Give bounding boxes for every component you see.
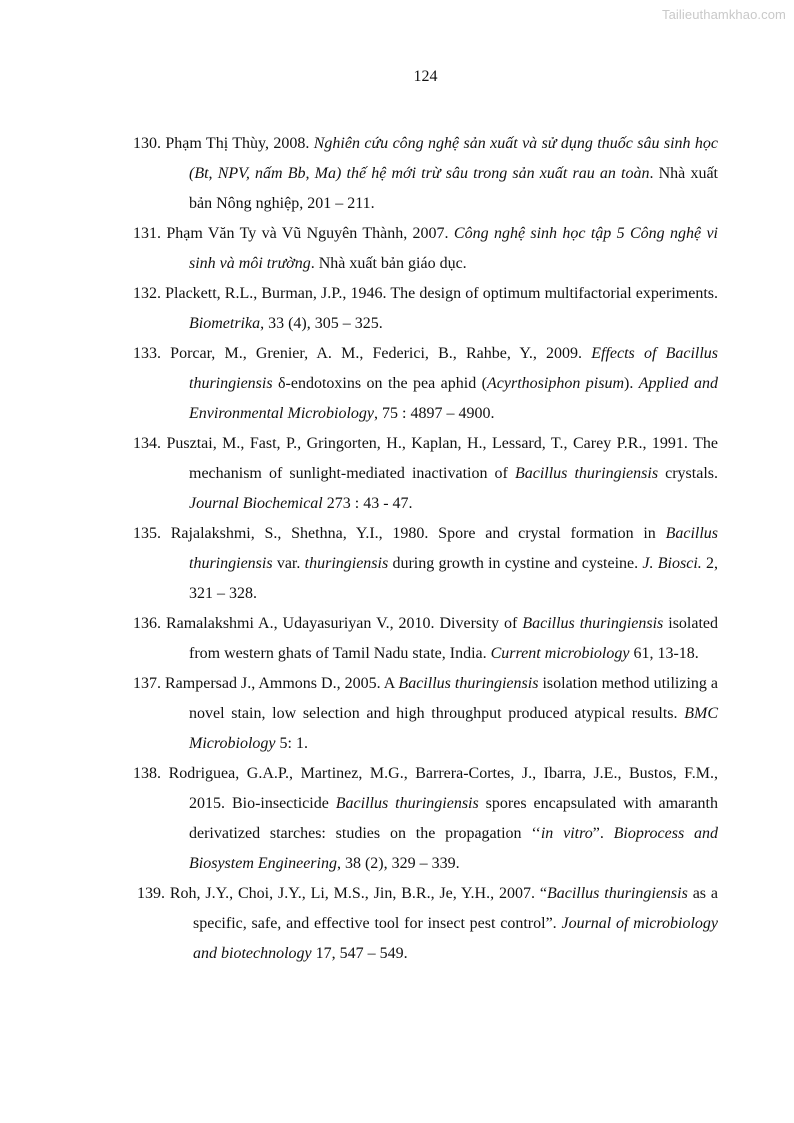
reference-italic-segment: Current microbiology	[490, 645, 630, 662]
reference-segment: isolation method utilizing a novel stain, low selection and high throughput produced atypical results.	[189, 675, 719, 722]
reference-item	[133, 279, 718, 339]
reference-italic-segment: Bacillus thuringiensis	[398, 675, 539, 692]
reference-number: 136.	[133, 615, 161, 632]
reference-italic-segment: Công nghệ sinh học tập 5 Công nghệ vi sinh và môi trường	[189, 225, 719, 272]
reference-text	[161, 345, 718, 422]
reference-italic-segment: in vitro	[540, 825, 593, 842]
reference-item	[133, 129, 718, 219]
reference-segment: Rajalakshmi, S., Shethna, Y.I., 1980. Spore and crystal formation in	[161, 525, 666, 542]
reference-italic-segment: Nghiên cứu công nghệ sản xuất và sử dụng thuốc sâu sinh học (Bt, NPV, nấm Bb, Ma) thế hệ mới trừ sâu trong sản xuất rau an toàn	[189, 135, 718, 182]
reference-number: 138.	[133, 765, 161, 782]
reference-segment: as a specific, safe, and effective tool for insect pest control”.	[193, 885, 719, 932]
reference-number: 133.	[133, 345, 161, 362]
reference-segment: Phạm Thị Thùy, 2008.	[161, 135, 314, 152]
reference-text	[161, 435, 718, 512]
reference-text	[165, 885, 718, 962]
reference-item	[133, 519, 718, 609]
reference-italic-segment: Biometrika	[189, 315, 261, 332]
page-number: 124	[413, 68, 438, 85]
reference-italic-segment: J. Biosci.	[642, 555, 702, 572]
reference-segment: crystals.	[658, 465, 718, 482]
reference-segment: Roh, J.Y., Choi, J.Y., Li, M.S., Jin, B.R., Je, Y.H., 2007. “	[165, 885, 547, 902]
reference-italic-segment: Bacillus thuringiensis	[189, 525, 718, 572]
reference-segment: ”.	[592, 825, 614, 842]
reference-segment: 5: 1.	[275, 735, 308, 752]
reference-text	[161, 765, 718, 872]
reference-segment: during growth in cystine and cysteine.	[388, 555, 643, 572]
reference-segment: Pusztai, M., Fast, P., Gringorten, H., Kaplan, H., Lessard, T., Carey P.R., 1991. The mechanism of sunlight-mediated inactivation of	[161, 435, 718, 482]
reference-number: 137.	[133, 675, 161, 692]
reference-number: 135.	[133, 525, 161, 542]
reference-italic-segment: BMC Microbiology	[189, 705, 718, 752]
reference-italic-segment: Bioprocess and Biosystem Engineering	[189, 825, 718, 872]
reference-item	[133, 609, 718, 669]
reference-segment: δ-endotoxins on the pea aphid (	[272, 375, 487, 392]
reference-segment: 17, 547 – 549.	[311, 945, 408, 962]
reference-segment: 273 : 43 - 47.	[322, 495, 413, 512]
reference-segment: ).	[624, 375, 639, 392]
reference-italic-segment: Applied and Environmental Microbiology	[189, 375, 718, 422]
reference-italic-segment: thuringiensis	[304, 555, 389, 572]
reference-segment: var.	[272, 555, 305, 572]
reference-segment: Rodriguea, G.A.P., Martinez, M.G., Barrera-Cortes, J., Ibarra, J.E., Bustos, F.M., 2015. Bio-insecticide	[161, 765, 718, 812]
reference-segment: . Nhà xuất bản Nông nghiệp, 201 – 211.	[189, 165, 718, 212]
reference-italic-segment: Journal Biochemical	[189, 495, 323, 512]
reference-italic-segment: Bacillus thuringiensis	[514, 465, 659, 482]
reference-segment: Phạm Văn Ty và Vũ Nguyên Thành, 2007.	[161, 225, 454, 242]
reference-text	[161, 135, 718, 212]
reference-item	[133, 339, 718, 429]
reference-segment: Ramalakshmi A., Udayasuriyan V., 2010. Diversity of	[161, 615, 523, 632]
reference-italic-segment: Bacillus thuringiensis	[335, 795, 479, 812]
reference-number: 139.	[137, 885, 165, 902]
reference-item	[133, 669, 718, 759]
reference-segment: isolated from western ghats of Tamil Nadu state, India.	[189, 615, 719, 662]
watermark: Tailieuthamkhao.com	[661, 7, 786, 22]
reference-number: 134.	[133, 435, 161, 452]
reference-italic-segment: Effects of Bacillus thuringiensis	[189, 345, 719, 392]
reference-text	[161, 675, 718, 752]
reference-text	[161, 225, 718, 272]
reference-number: 131.	[133, 225, 161, 242]
reference-segment: , 33 (4), 305 – 325.	[260, 315, 383, 332]
reference-segment: spores encapsulated with amaranth derivatized starches: studies on the propagation ‘‘	[189, 795, 718, 842]
reference-item	[133, 429, 718, 519]
reference-item	[133, 759, 718, 879]
reference-segment: , 75 : 4897 – 4900.	[374, 405, 495, 422]
reference-segment: Rampersad J., Ammons D., 2005. A	[161, 675, 399, 692]
reference-text	[161, 525, 718, 602]
reference-italic-segment: Acyrthosiphon pisum	[487, 375, 624, 392]
reference-number: 132.	[133, 285, 161, 302]
reference-text	[161, 285, 718, 332]
reference-segment: 61, 13-18.	[629, 645, 699, 662]
reference-italic-segment: Journal of microbiology and biotechnology	[193, 915, 718, 962]
reference-item	[133, 219, 718, 279]
reference-segment: Porcar, M., Grenier, A. M., Federici, B., Rahbe, Y., 2009.	[161, 345, 592, 362]
reference-text	[161, 615, 718, 662]
reference-segment: , 38 (2), 329 – 339.	[336, 855, 460, 872]
reference-number: 130.	[133, 135, 161, 152]
reference-item	[137, 879, 718, 969]
reference-list	[133, 129, 718, 969]
reference-italic-segment: Bacillus thuringiensis	[546, 885, 688, 902]
reference-segment: Plackett, R.L., Burman, J.P., 1946. The design of optimum multifactorial experiments.	[161, 285, 718, 302]
reference-segment: . Nhà xuất bản giáo dục.	[310, 255, 467, 272]
reference-segment: 2, 321 – 328.	[189, 555, 719, 602]
reference-italic-segment: Bacillus thuringiensis	[522, 615, 664, 632]
